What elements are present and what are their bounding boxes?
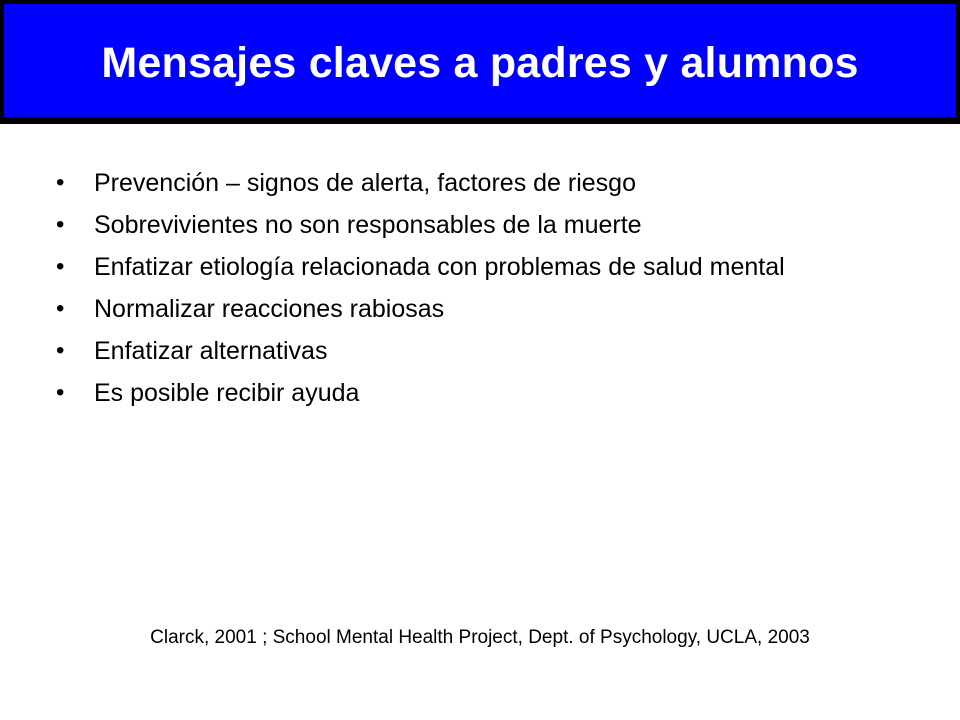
bullet-icon: • [56, 169, 65, 196]
bullet-item [56, 210, 916, 240]
citation: Clarck, 2001 ; School Mental Health Project, Dept. of Psychology, UCLA, 2003 [150, 627, 810, 648]
bullet-text: Enfatizar alternativas [94, 337, 328, 365]
bullet-icon: • [56, 211, 65, 238]
bullet-list [56, 168, 916, 420]
bullet-icon: • [56, 253, 65, 280]
slide-title: Mensajes claves a padres y alumnos [101, 39, 859, 87]
bullet-icon: • [56, 337, 65, 364]
bullet-item [56, 378, 916, 408]
bullet-item [56, 294, 916, 324]
bullet-text: Es posible recibir ayuda [94, 379, 360, 407]
bullet-icon: • [56, 295, 65, 322]
bullet-item [56, 336, 916, 366]
slide-title-bar [0, 0, 960, 121]
bullet-text: Prevención – signos de alerta, factores de riesgo [94, 169, 636, 197]
bullet-item [56, 252, 916, 282]
bullet-icon: • [56, 379, 65, 406]
bullet-text: Normalizar reacciones rabiosas [94, 295, 445, 323]
bullet-item [56, 168, 916, 198]
bullet-text: Enfatizar etiología relacionada con problemas de salud mental [94, 253, 785, 281]
bullet-text: Sobrevivientes no son responsables de la muerte [94, 211, 642, 239]
